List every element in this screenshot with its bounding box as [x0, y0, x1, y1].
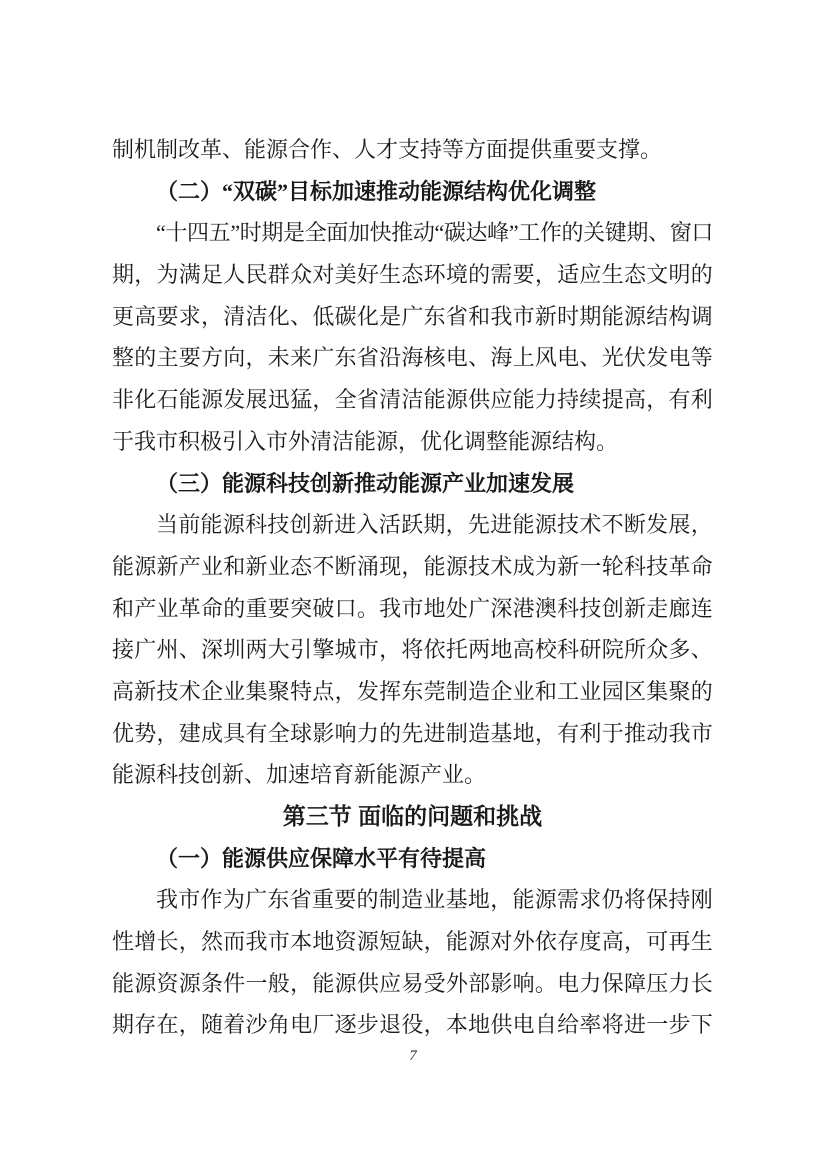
text-run: 非化石能源发展迅猛，全省清洁能源供应能力持续提高，有利: [112, 387, 713, 413]
paragraph-line: [112, 629, 713, 671]
subsection-heading: [112, 838, 713, 880]
paragraph-line: [112, 963, 713, 1005]
paragraph-line: [112, 713, 713, 755]
text-run: “十四五”时期是全面加快推动“碳达峰”工作的关键期、窗口: [156, 220, 713, 246]
text-run: 更高要求，清洁化、低碳化是广东省和我市新时期能源结构调: [112, 303, 713, 329]
subsection-heading: [112, 463, 713, 505]
paragraph-line: [112, 754, 713, 796]
paragraph-line: [112, 879, 713, 921]
text-run: （二）“双碳”目标加速推动能源结构优化调整: [156, 178, 597, 204]
paragraph-line: [112, 546, 713, 588]
paragraph-line: [112, 379, 713, 421]
text-run: 我市作为广东省重要的制造业基地，能源需求仍将保持刚: [156, 887, 713, 913]
text-run: 制机制改革、能源合作、人才支持等方面提供重要支撑。: [112, 137, 663, 162]
text-run: 于我市积极引入市外清洁能源，优化调整能源结构。: [112, 428, 619, 454]
section-heading: [112, 796, 713, 838]
text-run: 第三节 面临的问题和挑战: [282, 803, 543, 829]
text-run: 期存在，随着沙角电厂逐步退役，本地供电自给率将进一步下: [112, 1012, 713, 1038]
text-run: 优势，建成具有全球影响力的先进制造基地，有利于推动我市: [112, 720, 713, 746]
paragraph-line: [112, 296, 713, 338]
text-run: 能源科技创新、加速培育新能源产业。: [112, 762, 487, 788]
text-run: 能源新产业和新业态不断涌现，能源技术成为新一轮科技革命: [112, 553, 713, 579]
text-run: （一）能源供应保障水平有待提高: [156, 845, 487, 871]
paragraph-line: [112, 921, 713, 963]
document-body: [112, 129, 713, 1046]
text-run: 期，为满足人民群众对美好生态环境的需要，适应生态文明的: [112, 262, 713, 288]
text-run: 性增长，然而我市本地资源短缺，能源对外依存度高，可再生: [112, 929, 713, 955]
text-run: 能源资源条件一般，能源供应易受外部影响。电力保障压力长: [112, 970, 713, 996]
text-run: 高新技术企业集聚特点，发挥东莞制造企业和工业园区集聚的: [112, 678, 713, 704]
text-run: 当前能源科技创新进入活跃期，先进能源技术不断发展，: [156, 512, 713, 538]
text-run: 接广州、深圳两大引擎城市，将依托两地高校科研院所众多、: [112, 637, 713, 663]
paragraph-line: [112, 212, 713, 254]
text-run: 整的主要方向，未来广东省沿海核电、海上风电、光伏发电等: [112, 345, 713, 371]
paragraph-line: [112, 254, 713, 296]
subsection-heading: [112, 171, 713, 213]
text-run: （三）能源科技创新推动能源产业加速发展: [156, 470, 575, 496]
paragraph-line: [112, 129, 713, 171]
paragraph-line: [112, 504, 713, 546]
paragraph-line: [112, 337, 713, 379]
page-number: 7: [409, 1048, 417, 1064]
text-run: 和产业革命的重要突破口。我市地处广深港澳科技创新走廊连: [112, 595, 713, 621]
paragraph-line: [112, 421, 713, 463]
paragraph-line: [112, 1004, 713, 1046]
paragraph-line: [112, 588, 713, 630]
paragraph-line: [112, 671, 713, 713]
